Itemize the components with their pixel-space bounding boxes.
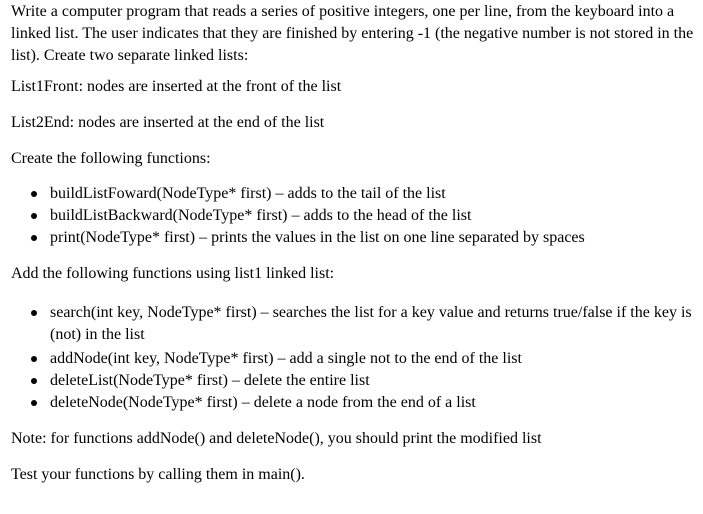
- list2-description: List2End: nodes are inserted at the end of the list: [11, 114, 325, 131]
- list-item: deleteList(NodeType* first) – delete the entire list: [11, 370, 696, 392]
- additional-functions-list: [11, 302, 696, 414]
- list1-description: List1Front: nodes are inserted at the front of the list: [11, 78, 342, 95]
- test-paragraph: Test your functions by calling them in main().: [11, 466, 305, 483]
- list-item: addNode(int key, NodeType* first) – add a single not to the end of the list: [11, 348, 696, 370]
- required-functions-list: [11, 183, 696, 249]
- list-item: print(NodeType* first) – prints the values in the list on one line separated by spaces: [11, 227, 696, 249]
- note-paragraph: Note: for functions addNode() and deleteNode(), you should print the modified list: [11, 430, 542, 447]
- list-item: buildListBackward(NodeType* first) – adds to the head of the list: [11, 205, 696, 227]
- list-item: search(int key, NodeType* first) – searches the list for a key value and returns true/false if the key is (not) in the list: [11, 302, 696, 346]
- intro-paragraph: Write a computer program that reads a series of positive integers, one per line, from the keyboard into a linked list. The user indicates that they are finished by entering -1 (the negative number is not stored in the list). Create two separate linked lists:: [11, 3, 694, 64]
- create-functions-heading: Create the following functions:: [11, 150, 211, 167]
- list-item: buildListFoward(NodeType* first) – adds to the tail of the list: [11, 183, 696, 205]
- assignment-document: [11, 0, 696, 486]
- list-item: deleteNode(NodeType* first) – delete a node from the end of a list: [11, 392, 696, 414]
- add-functions-heading: Add the following functions using list1 linked list:: [11, 265, 335, 282]
